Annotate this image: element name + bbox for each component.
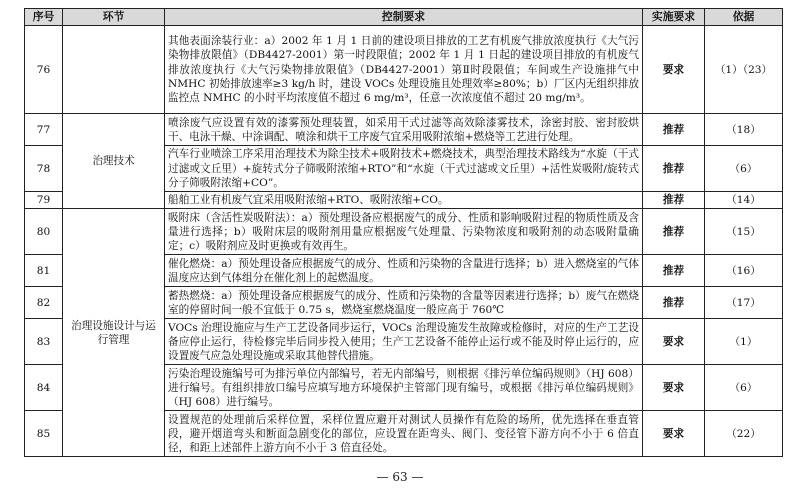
row-number: 77: [25, 114, 63, 146]
implementation-level: 推荐: [643, 192, 705, 209]
stage-group-treatment-technology: 治理技术: [63, 114, 165, 209]
implementation-level: 要求: [643, 26, 705, 114]
table-row: [25, 114, 783, 146]
implementation-level: 推荐: [643, 114, 705, 146]
implementation-level: 推荐: [643, 287, 705, 319]
header-requirement: 控制要求: [165, 9, 643, 26]
page-number: — 63 —: [376, 470, 424, 484]
implementation-level: 推荐: [643, 146, 705, 192]
header-no: 序号: [25, 9, 63, 26]
requirement-text: 催化燃烧：a）预处理设备应根据废气的成分、性质和污染物的含量进行选择；b）进入燃烧室的气体温度应达到气体组分在催化剂上的起燃温度。: [165, 255, 643, 287]
basis-reference: （15）: [705, 209, 783, 255]
implementation-level: 推荐: [643, 209, 705, 255]
requirement-text: VOCs 治理设施应与生产工艺设备同步运行，VOCs 治理设施发生故障或检修时，对应的生产工艺设备应停止运行，待检修完毕后同步投入使用；生产工艺设备不能停止运行或不能及时停止运行的，应设置废气应急处理设施或采取其他替代措施。: [165, 319, 643, 365]
requirement-text: 污染治理设施编号可为排污单位内部编号，若无内部编号，则根据《排污单位编码规则》（HJ 608）进行编号。有组织排放口编号应填写地方环境保护主管部门现有编号，或根据《排污单位编码规则》（HJ 608）进行编号。: [165, 365, 643, 411]
table-header-row: [25, 9, 783, 26]
row-number: 85: [25, 411, 63, 457]
row-number: 83: [25, 319, 63, 365]
table-row: [25, 26, 783, 114]
row-number: 78: [25, 146, 63, 192]
row-number: 84: [25, 365, 63, 411]
control-requirements-table: [24, 8, 783, 457]
basis-reference: （1）（23）: [705, 26, 783, 114]
stage-cell-blank: [63, 26, 165, 114]
row-number: 81: [25, 255, 63, 287]
implementation-level: 要求: [643, 319, 705, 365]
row-number: 76: [25, 26, 63, 114]
basis-reference: （1）: [705, 319, 783, 365]
stage-group-facility-design-operation: 治理设施设计与运行管理: [63, 209, 165, 457]
requirement-text: 吸附床（含活性炭吸附法）：a）预处理设备应根据废气的成分、性质和影响吸附过程的物质性质及含量进行选择；b）吸附床层的吸附剂用量应根据废气处理量、污染物浓度和吸附剂的动态吸附量确定；c）吸附剂应及时更换或有效再生。: [165, 209, 643, 255]
basis-reference: （17）: [705, 287, 783, 319]
implementation-level: 要求: [643, 365, 705, 411]
header-stage: 环节: [63, 9, 165, 26]
row-number: 79: [25, 192, 63, 209]
basis-reference: （6）: [705, 146, 783, 192]
row-number: 80: [25, 209, 63, 255]
requirement-text: 其他表面涂装行业：a）2002 年 1 月 1 日前的建设项目排放的工艺有机废气排放浓度执行《大气污染物排放限值》（DB4427-2001）第一时段限值；2002 年 1 月 1 日起的建设项目排放的有机废气排放浓度执行《大气污染物排放限值》（DB4427-2001）第Ⅱ时段限值；车间或生产设施排气中 NMHC 初始排放速率≥3 kg/h 时，建设 VOCs 处理设施且处理效率≥80%；b）厂区内无组织排放监控点 NMHC 的小时平均浓度值不超过 6 mg/m³，任意一次浓度值不超过 20 mg/m³。: [165, 26, 643, 114]
requirement-text: 船舶工业有机废气宜采用吸附浓缩+RTO、吸附浓缩+CO。: [165, 192, 643, 209]
header-basis: 依据: [705, 9, 783, 26]
requirement-text: 蓄热燃烧：a）预处理设备应根据废气的成分、性质和污染物的含量等因素进行选择；b）废气在燃烧室的停留时间一般不宜低于 0.75 s，燃烧室燃烧温度一般应高于 760℃: [165, 287, 643, 319]
header-level: 实施要求: [643, 9, 705, 26]
implementation-level: 推荐: [643, 255, 705, 287]
requirement-text: 喷涂废气应设置有效的漆雾预处理装置，如采用干式过滤等高效除漆雾技术，涂密封胶、密封胶烘干、电泳干燥、中涂调配、喷涂和烘干工序废气宜采用吸附浓缩+燃烧等工艺进行处理。: [165, 114, 643, 146]
basis-reference: （14）: [705, 192, 783, 209]
row-number: 82: [25, 287, 63, 319]
requirement-text: 汽车行业喷涂工序采用治理技术为除尘技术+吸附技术+燃烧技术，典型治理技术路线为“水旋（干式过滤或文丘里）+旋转式分子筛吸附浓缩+RTO”和“水旋（干式过滤或文丘里）+活性炭吸附/旋转式分子筛吸附浓缩+CO”。: [165, 146, 643, 192]
basis-reference: （18）: [705, 114, 783, 146]
basis-reference: （6）: [705, 365, 783, 411]
basis-reference: （16）: [705, 255, 783, 287]
requirement-text: 设置规范的处理前后采样位置，采样位置应避开对测试人员操作有危险的场所，优先选择在垂直管段，避开烟道弯头和断面急剧变化的部位，应设置在距弯头、阀门、变径管下游方向不小于 6 倍直径，和距上述部件上游方向不小于 3 倍直径处。: [165, 411, 643, 457]
implementation-level: 要求: [643, 411, 705, 457]
basis-reference: （22）: [705, 411, 783, 457]
table-row: [25, 209, 783, 255]
